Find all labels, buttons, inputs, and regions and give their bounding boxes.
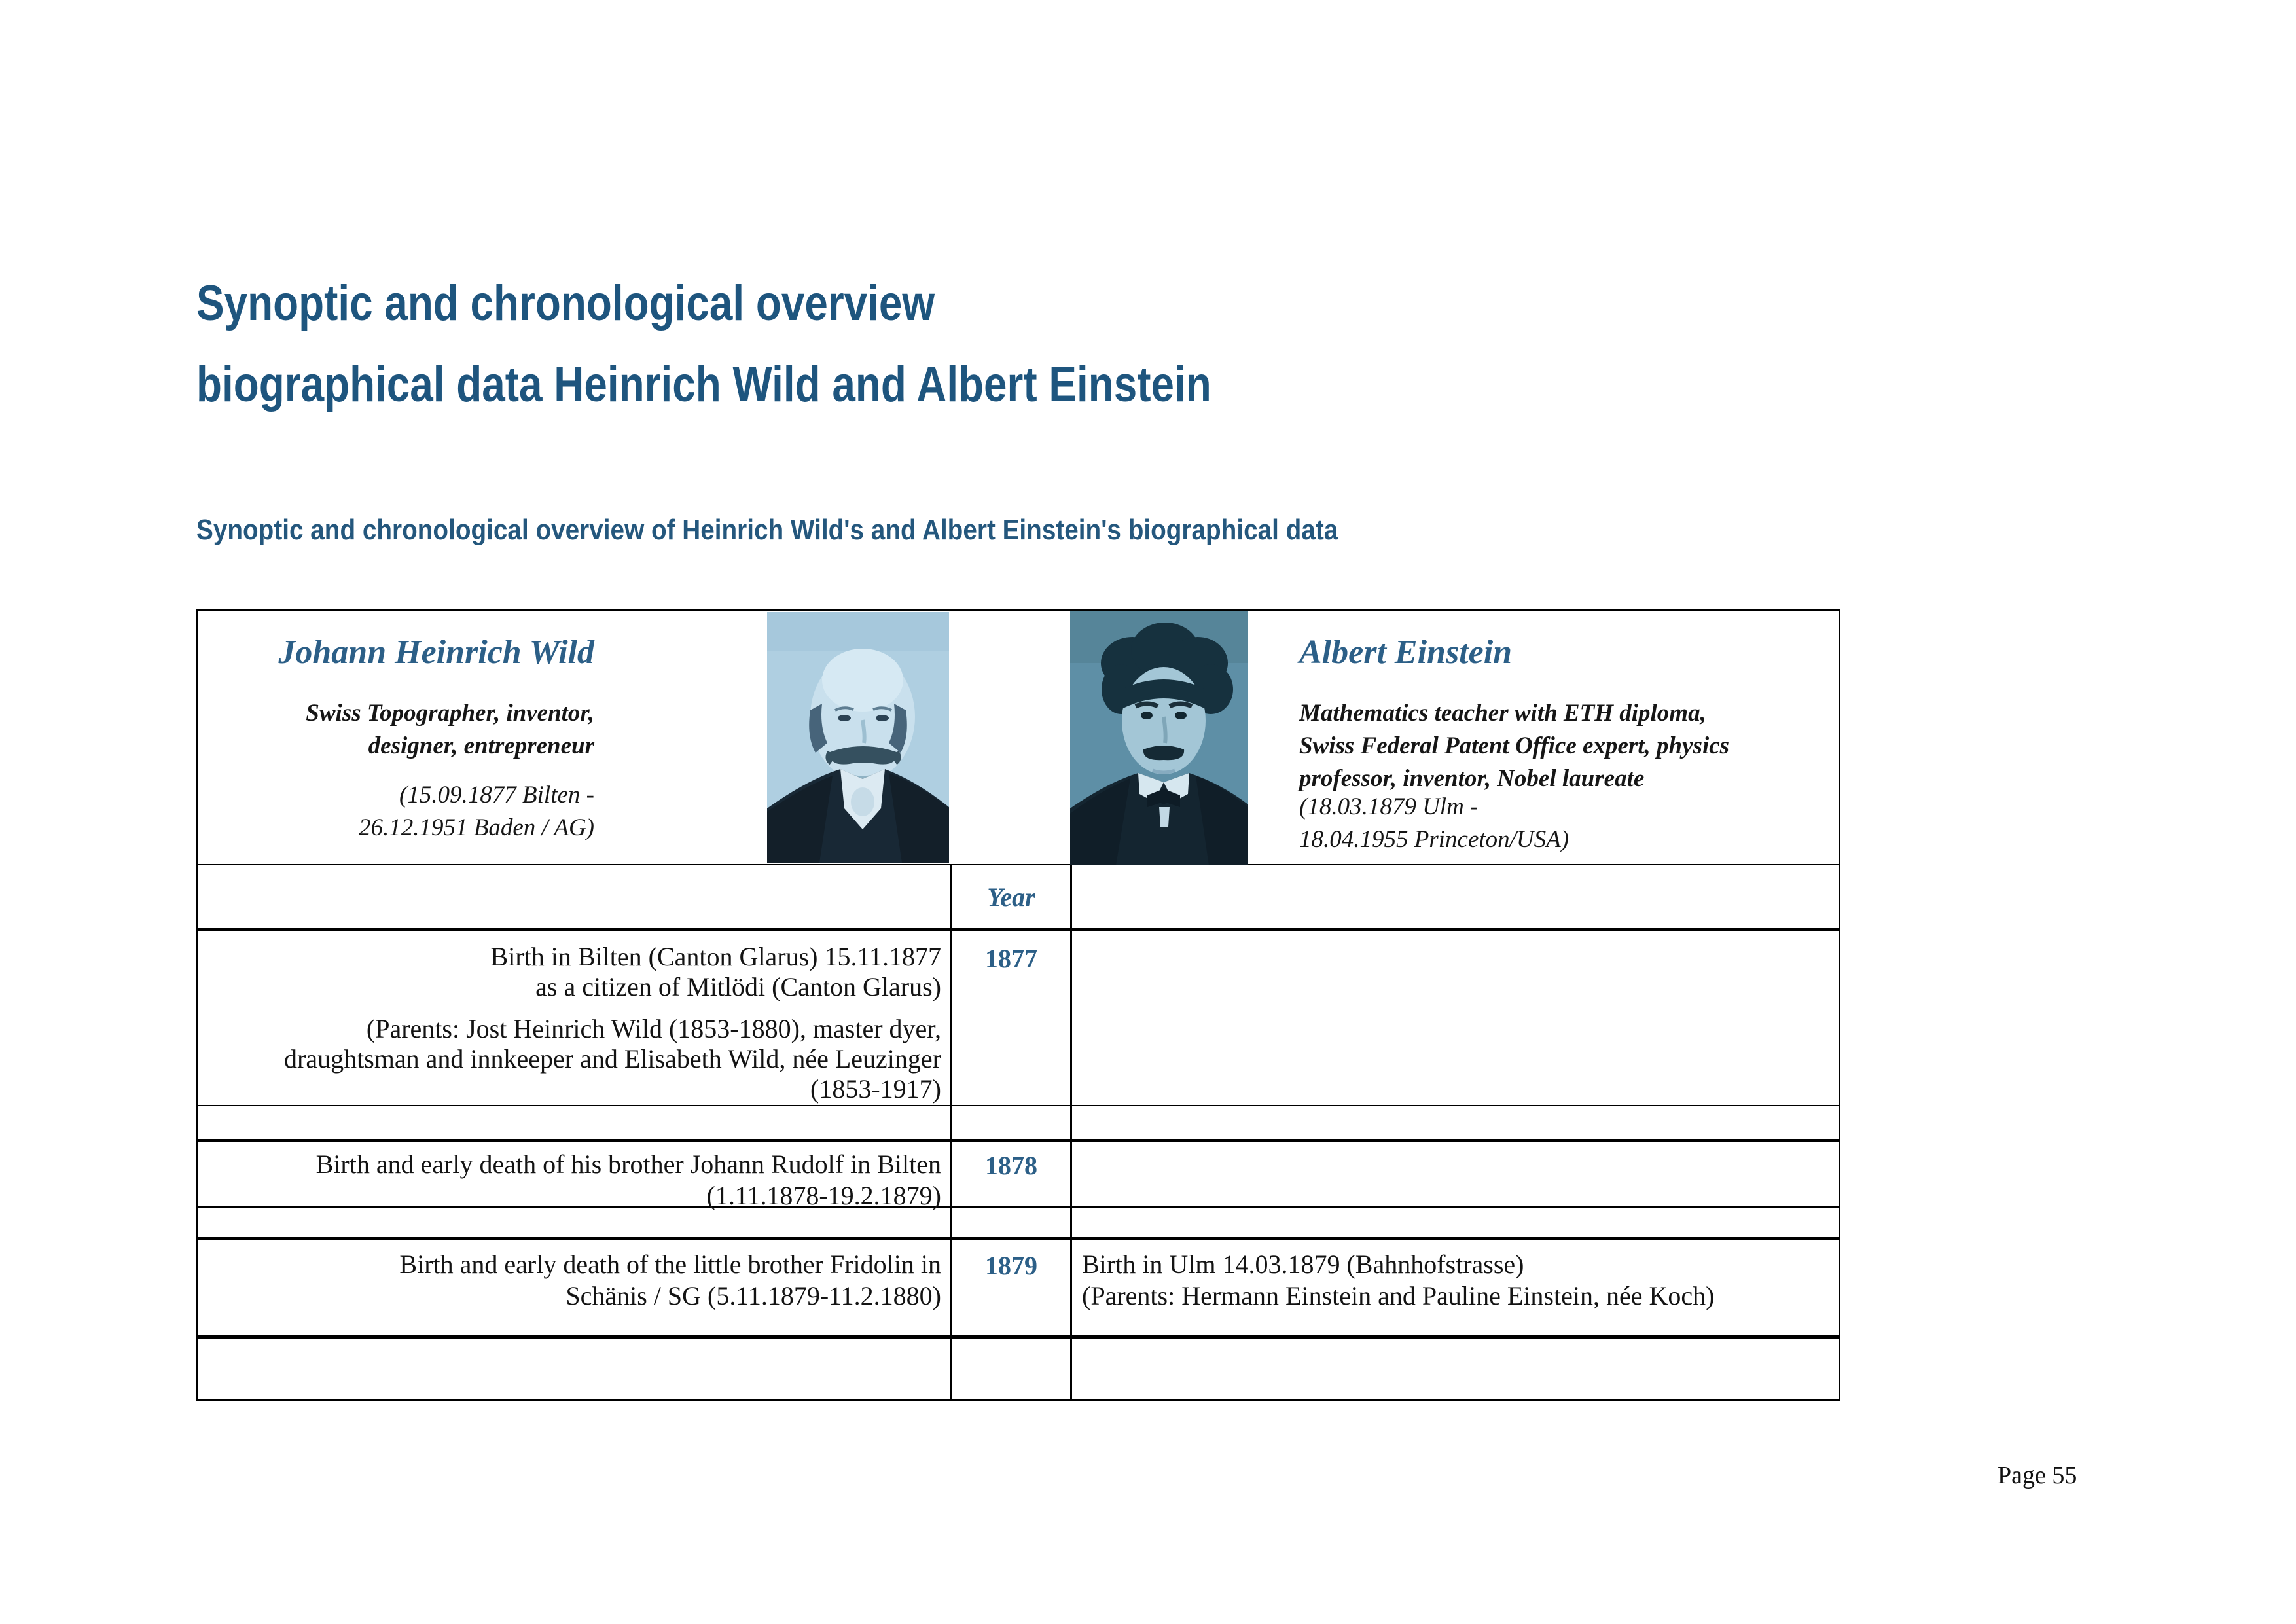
year-value-1878: 1878 (985, 1151, 1037, 1180)
wild-event-line: Birth in Bilten (Canton Glarus) 15.11.1877 (490, 942, 941, 971)
page-title-line-1 (196, 278, 1075, 330)
wild-event-line: Schänis / SG (5.11.1879-11.2.1880) (565, 1281, 941, 1310)
row-divider-thick (198, 1139, 1839, 1142)
wild-event-1879 (206, 1249, 941, 1312)
wild-dates (221, 779, 594, 844)
row-divider (198, 1105, 1839, 1106)
einstein-dates (1299, 791, 1836, 856)
wild-role-line: Swiss Topographer, inventor, (306, 700, 594, 727)
wild-event-line: Birth and early death of his brother Johann Rudolf in Bilten (315, 1149, 941, 1179)
wild-event-line: (1853-1917) (810, 1074, 941, 1104)
page-subtitle-text: Synoptic and chronological overview of Heinrich Wild's and Albert Einstein's biographical data (196, 514, 1338, 546)
einstein-event-1879 (1082, 1249, 1828, 1312)
einstein-event-line: (Parents: Hermann Einstein and Pauline Einstein, née Koch) (1082, 1281, 1715, 1310)
row-divider-thick (198, 1335, 1839, 1339)
einstein-role (1299, 697, 1836, 795)
wild-role-line: designer, entrepreneur (368, 732, 594, 759)
year-column-header: Year (987, 882, 1035, 912)
column-divider-year-right (1070, 864, 1072, 1399)
einstein-event-line: Birth in Ulm 14.03.1879 (Bahnhofstrasse) (1082, 1250, 1524, 1279)
einstein-role-line: Mathematics teacher with ETH diploma, (1299, 700, 1706, 727)
wild-header (221, 634, 594, 671)
wild-event-line: draughtsman and innkeeper and Elisabeth Wild, née Leuzinger (284, 1044, 941, 1074)
wild-portrait-photo (767, 612, 949, 863)
wild-role (221, 697, 594, 763)
row-divider (198, 864, 1839, 865)
row-divider-thick (198, 1237, 1839, 1240)
wild-event-line: as a citizen of Mitlödi (Canton Glarus) (535, 972, 941, 1001)
wild-dates-line: (15.09.1877 Bilten - (399, 782, 594, 808)
einstein-dates-line: 18.04.1955 Princeton/USA) (1299, 826, 1570, 853)
year-value-1879: 1879 (985, 1251, 1037, 1280)
einstein-dates-line: (18.03.1879 Ulm - (1299, 793, 1479, 820)
page-title-line-2 (196, 359, 1405, 411)
wild-dates-line: 26.12.1951 Baden / AG) (358, 814, 594, 841)
einstein-header (1299, 634, 1823, 671)
einstein-role-line: professor, inventor, Nobel laureate (1299, 765, 1645, 792)
einstein-role-line: Swiss Federal Patent Office expert, physics (1299, 732, 1730, 759)
page-number: Page 55 (1998, 1462, 2077, 1489)
wild-event-line: (Parents: Jost Heinrich Wild (1853-1880), master dyer, (366, 1014, 941, 1043)
page-title-line-1-text: Synoptic and chronological overview (196, 276, 935, 331)
einstein-name: Albert Einstein (1299, 634, 1513, 671)
page-title-line-2-text: biographical data Heinrich Wild and Albert Einstein (196, 357, 1211, 412)
wild-event-line: (1.11.1878-19.2.1879) (706, 1181, 941, 1210)
row-divider-thick (198, 928, 1839, 931)
page-subtitle (196, 514, 1494, 546)
wild-event-1878 (206, 1149, 941, 1212)
wild-event-1877-parents (206, 1014, 941, 1104)
wild-event-1877 (206, 942, 941, 1104)
wild-name: Johann Heinrich Wild (278, 634, 594, 671)
biography-table (196, 609, 1840, 1401)
year-value-1877: 1877 (985, 944, 1037, 973)
einstein-portrait-photo (1070, 611, 1248, 865)
wild-event-line: Birth and early death of the little brother Fridolin in (399, 1250, 941, 1279)
